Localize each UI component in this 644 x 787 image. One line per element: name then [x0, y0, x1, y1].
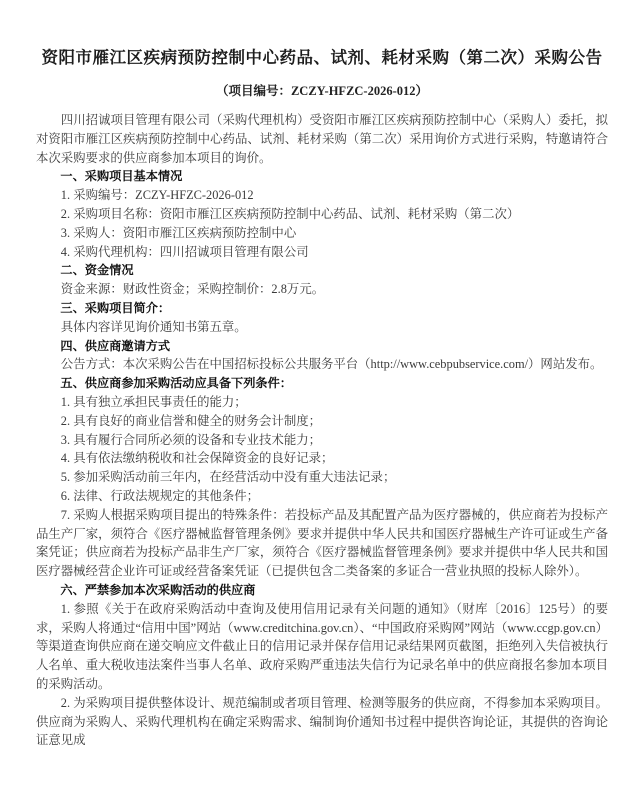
section-heading-1: 一、采购项目基本情况 [60, 169, 183, 184]
list-item: 1. 采购编号：ZCZY-HFZC-2026-012 [60, 188, 254, 203]
list-item: 1. 具有独立承担民事责任的能力； [60, 394, 247, 409]
list-item-truncated: 2. 为采购项目提供整体设计、规范编制或者项目管理、检测等服务的供应商，不得参加本采购项目。供应商为采购人、采购代理机构在确定采购需求、编制询价通知书过程中提供咨询论证，其提供的咨询论证意见成 [36, 695, 608, 748]
list-item: 7. 采购人根据采购项目提出的特殊条件：若投标产品及其配置产品为医疗器械的，供应商若为投标产品生产厂家，须符合《医疗器械监督管理条例》要求并提供中华人民共和国医疗器械生产许可证或生产备案凭证；供应商若为投标产品非生产厂家，须符合《医疗器械监督管理条例》要求并提供中华人民共和国医疗器械经营企业许可证或经营备案凭证（已提供包含二类备案的多证合一营业执照的投标人除外）。 [36, 507, 608, 579]
list-item: 3. 采购人：资阳市雁江区疾病预防控制中心 [60, 225, 297, 240]
list-item: 4. 具有依法缴纳税收和社会保障资金的良好记录； [60, 451, 334, 466]
paragraph: 资金来源：财政性资金；采购控制价：2.8万元。 [60, 282, 325, 297]
list-item: 3. 具有履行合同所必须的设备和专业技术能力； [60, 432, 321, 447]
list-item: 1. 参照《关于在政府采购活动中查询及使用信用记录有关问题的通知》（财库〔2016〕125号）的要求，采购人将通过“信用中国”网站（www.creditchina.gov.cn）、“中国政府采购网”网站（www.ccgp.gov.cn）等渠道查询供应商在递交响应文件截止日的信用记录并保存信用记录结果网页截图，拒绝列入失信被执行人名单、重大税收违法案件当事人名单、政府采购严重违法失信行为记录名单中的供应商报名参加本项目的采购活动。 [36, 601, 608, 691]
list-item: 2. 具有良好的商业信誉和健全的财务会计制度； [60, 413, 321, 428]
section-heading-6: 六、严禁参加本次采购活动的供应商 [60, 582, 256, 597]
project-number: （项目编号：ZCZY-HFZC-2026-012） [215, 84, 429, 98]
section-heading-2: 二、资金情况 [60, 263, 134, 278]
list-item: 2. 采购项目名称：资阳市雁江区疾病预防控制中心药品、试剂、耗材采购（第二次） [60, 206, 520, 221]
list-item: 5. 参加采购活动前三年内，在经营活动中没有重大违法记录； [60, 470, 396, 485]
list-item: 4. 采购代理机构：四川招诚项目管理有限公司 [60, 244, 309, 259]
section-heading-4: 四、供应商邀请方式 [60, 338, 171, 353]
paragraph: 公告方式：本次采购公告在中国招标投标公共服务平台（http://www.cebpubservice.com/）网站发布。 [60, 357, 603, 372]
intro-paragraph: 四川招诚项目管理有限公司（采购代理机构）受资阳市雁江区疾病预防控制中心（采购人）委托，拟对资阳市雁江区疾病预防控制中心药品、试剂、耗材采购（第二次）采用询价方式进行采购，特邀请符合本次采购要求的供应商参加本项目的询价。 [36, 113, 608, 165]
section-heading-5: 五、供应商参加采购活动应具备下列条件： [60, 376, 292, 391]
paragraph: 具体内容详见询价通知书第五章。 [60, 319, 247, 334]
page-title: 资阳市雁江区疾病预防控制中心药品、试剂、耗材采购（第二次）采购公告 [41, 48, 603, 67]
list-item: 6. 法律、行政法规规定的其他条件； [60, 488, 260, 503]
section-heading-3: 三、采购项目简介： [60, 300, 171, 315]
